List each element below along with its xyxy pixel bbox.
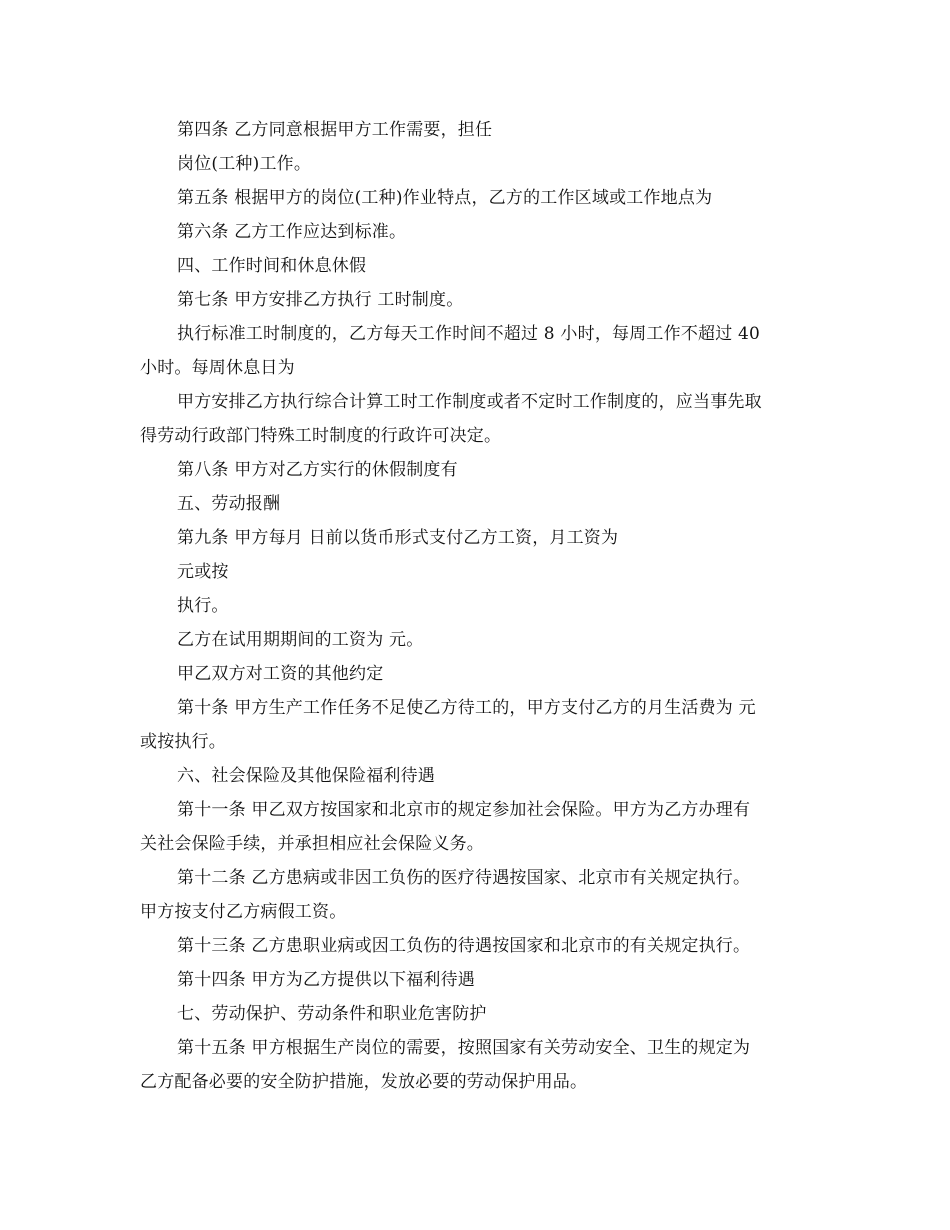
document-line: 第八条 甲方对乙方实行的休假制度有 (177, 460, 458, 480)
document-line: 甲方按支付乙方病假工资。 (140, 902, 347, 922)
document-line: 元或按 (177, 562, 229, 582)
document-line: 第五条 根据甲方的岗位(工种)作业特点，乙方的工作区域或工作地点为 (177, 188, 713, 208)
document-line: 甲方安排乙方执行综合计算工时工作制度或者不定时工作制度的，应当事先取 (177, 392, 762, 412)
document-line: 执行标准工时制度的，乙方每天工作时间不超过 8 小时，每周工作不超过 40 (177, 324, 761, 344)
document-line: 四、工作时间和休息休假 (177, 256, 367, 276)
document-line: 第九条 甲方每月 日前以货币形式支付乙方工资，月工资为 (177, 528, 619, 548)
document-line: 乙方在试用期期间的工资为 元。 (177, 630, 424, 650)
document-body (140, 113, 816, 1099)
document-line: 六、社会保险及其他保险福利待遇 (177, 766, 435, 786)
document-line: 七、劳动保护、劳动条件和职业危害防护 (177, 1004, 487, 1024)
document-line: 得劳动行政部门特殊工时制度的行政许可决定。 (140, 426, 502, 446)
document-line: 第六条 乙方工作应达到标准。 (177, 222, 407, 242)
document-line: 第七条 甲方安排乙方执行 工时制度。 (177, 290, 464, 310)
document-line: 第四条 乙方同意根据甲方工作需要，担任 (177, 120, 493, 140)
document-line: 甲乙双方对工资的其他约定 (177, 664, 384, 684)
document-line: 执行。 (177, 596, 229, 616)
document-line: 五、劳动报酬 (177, 494, 281, 514)
document-line: 小时。每周休息日为 (140, 358, 295, 378)
document-line: 关社会保险手续，并承担相应社会保险义务。 (140, 834, 484, 854)
document-line: 第十四条 甲方为乙方提供以下福利待遇 (177, 970, 476, 990)
document-line: 第十一条 甲乙双方按国家和北京市的规定参加社会保险。甲方为乙方办理有 (177, 800, 751, 820)
document-line: 乙方配备必要的安全防护措施，发放必要的劳动保护用品。 (140, 1072, 588, 1092)
document-line: 第十二条 乙方患病或非因工负伤的医疗待遇按国家、北京市有关规定执行。 (177, 868, 751, 888)
document-line: 第十条 甲方生产工作任务不足使乙方待工的，甲方支付乙方的月生活费为 元 (177, 698, 756, 718)
document-line: 第十三条 乙方患职业病或因工负伤的待遇按国家和北京市的有关规定执行。 (177, 936, 751, 956)
document-line: 第十五条 甲方根据生产岗位的需要，按照国家有关劳动安全、卫生的规定为 (177, 1038, 751, 1058)
document-line: 或按执行。 (140, 732, 226, 752)
document-line: 岗位(工种)工作。 (177, 154, 312, 174)
